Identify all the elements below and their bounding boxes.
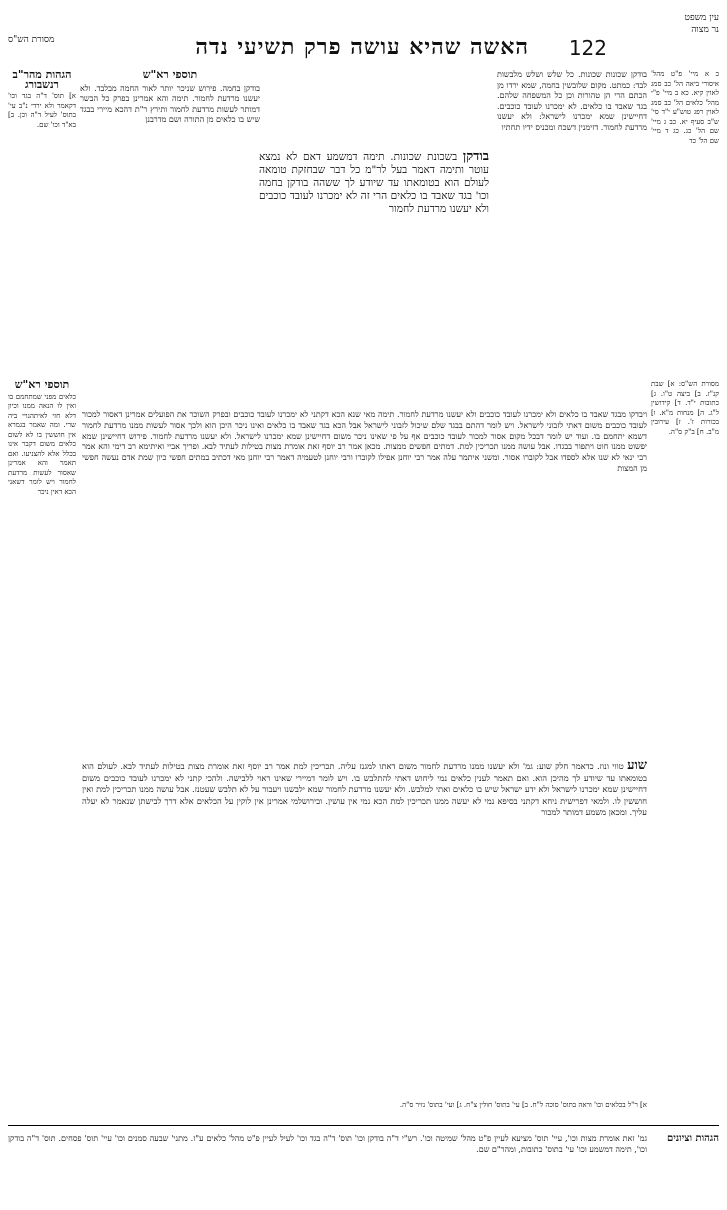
hagahot-text: א] תוס' ד"ה בגד וכו' דקאמר ולא ירדי נ"ב עי' בתוס' לעיל ד"ה וכן. ב] בא"ד וכו' שם. (8, 92, 76, 129)
masoret-column (651, 380, 719, 900)
hagahot-margin-column (8, 70, 76, 370)
lower-lead-word: שוע (627, 760, 647, 773)
header-right-margin-label (649, 12, 719, 36)
tosafot-main-text (82, 410, 647, 750)
footer-divider (8, 1125, 719, 1126)
footnote-text: א] ר"ל בכלאים וכו' וראה בתוס' סוכה ל"ח. ב] עי' בתוס' חולין צ"ח. ג] ועי' בתוס' נזיר ס"ה. (399, 1101, 647, 1109)
tosafot-rosh-column (8, 380, 76, 900)
page-header (8, 10, 719, 70)
tosafot-rosh-label: תוספי רא"ש (14, 380, 70, 391)
rashi-column (497, 70, 647, 410)
footer-body: גמ' זאת אומרת מצות וכו', עיי' תוס' מציעא לעיין פ"ט מהל' שמיטה וכו'. רש"י ד"ה בודקן וכו' תוס' ד"ה בגד וכו' לעיל לעיין פ"ט מהל' כלאים ע"ז. מתני' שבעה סמנים וכו' עיי' תוס' פסחים. תוס' ד"ה בודקן וכו', תימה דמשמע וכו' עי' בתוס' כתובות, ומהר"ם שם. (8, 1134, 647, 1154)
footer-label: הגהות וציונים (666, 1133, 719, 1144)
tosafot-column (80, 70, 260, 370)
page-title: האשה שהיא עושה פרק תשיעי נדה (195, 34, 529, 60)
footnote-line (8, 1100, 647, 1110)
header-ner-mitzvah-label: נר מצוה (691, 25, 719, 35)
tosafot-rosh-text: כלאים מפני שמתחמם בו ואין לו הנאה ממנו וכיון דלא חזי לאיתהנויי ביה שרי. ומה שאמר בגמרא אין חוששין בו לא לשום כלאים משום דקבר אינו בכלל אלא להצניעו. ואם תאמר והא אמרינן שאסור לעשות מרדעת לחמור ויש לומר דשאני הכא דאין ניכר (8, 392, 76, 496)
gemara-lead-word: בודקן (462, 150, 489, 164)
lower-commentary-text: טווי ונוז. כדאמר חלק שוע: גמ' ולא יעשנו ממנו מרדעת לחמור משום דאתו למגנז עליה. תכריכין למת אמר רב יוסף זאת אומרת מצות בטילות לעתיד לבא. לעולם הוא בטומאתו עד שיודע לך מהיכן הוא. ואם תאמר לענין כלאים נמי ליחוש דאתי להתלבש בו. ויש לומר דמיירי שאינו ראוי ללבישה. ולהכי קתני לא ימכרנו לעובד כוכבים משום דחיישינן שמא ימכרנו לישראל ולא ידע ישראל שיש בו כלאים ואתי למלבש. ולא יעשנו מרדעת לחמור שמא ילבשנו ויעבור על לא תלבש שעטנז. אבל עושה ממנו תכריכין למת ואין חוששין לו. ולמאי דפרישית ניחא דקתני בסיפא נמי לא יעשה ממנו תכריכין למת הכא נמי אין עושין. ובירושלמי אמרינן אין לוקין על הכלאים אלא דרך לבישתן שנאמר לא יעלה עליך. ומכאן משמע דמותר למכור (82, 761, 647, 817)
tosafot-label: תוספי רא"ש (142, 70, 198, 81)
gemara-text-block (259, 150, 489, 375)
tosafot-text: בודקן בחמה. פירוש שניכר יותר לאור החמה מבלבד. ולא יעשנו מרדעת לחמור. תימה והא אמרינן בפרק כל הבשר דמותר לעשות מרדעת לחמור ותירץ ר"ת דהכא מיירי בבגד שיש בו כלאים מן התורה ושם מדרבנן (80, 83, 260, 124)
hagahot-label: הגהות מהר"ב רנשבורג (12, 70, 72, 91)
rashi-text: בודקן שכונות שכונות. כל שלש ושלש מלבשות לבד: כמתט. מקום שלובשין בחמה, שמא ירדו מן הכתם הרי הן טהורות וכן כל המשפחה שלהם. בגד שאבד בו כלאים. לא ימכרנו לעובד כוכבים. דחיישינן שמא ימכרנו לישראל: ולא יעשנו מרדעת לחמור. דזימנין דשכח ומכניס ידיו תחתיו (497, 70, 647, 132)
header-masoret-label: מסורת הש"ס (8, 35, 55, 45)
masoret-text: מסורת הש"ס: א] שבת קנ"ז. ב] ביצה ט"ו. ג] כתובות י"ד. ד] קידושין ל"ג. ה] מנחות מ"א. ו] בכורות ז'. ז] עירובין מ"ב. ח] ב"ק ס"ה. (651, 380, 719, 436)
ein-mishpat-text: כ א מיי' פ"ט מהל' איסורי ביאה הל' כב סמג לאוין קיא. כא ב מיי' פ"י מהל' כלאים הל' כב סמג לאוין רפג טוש"ע י"ד סי' ש"ב סעיף יא. כב ג מיי' שם הל' כג. כג ד מיי' שם הל' כד (651, 70, 719, 145)
header-ein-mishpat-label: עין משפט (684, 13, 719, 23)
tosafot-main-body: ויבדקו מבגד שאבד בו כלאים ולא ימכרנו לעובד כוכבים ולא יעשנו מרדעת לחמור. תימה מאי שנא הכא דקתני לא ימכרנו לעובד כוכבים ובפרק השוכר את הפועלים אמרינן דאסור למכור לעובד כוכבים משום דאתי לזבוני לישראל. ויש לומר דהתם בבגד שלם שיכול לזבוני לישראל אבל הכא בגד שאבד בו כלאים ואינו ניכר היכן הוא ולכך אסור לעשות ממנו מרדעת לחמור דשמא יתחמם בו. ועוד יש לומר דבכל מקום אסור למכור לעובד כוכבים אף על פי שאינו ניכר משום דחיישינן שמא ימכרנו לישראל. ולא יעשנו מרדעת לחמור. פירוש דחיישינן שמא יפשוט ממנו חוט ויתפור בבגדו. אבל עושה ממנו תכריכין למת. דמתים חפשים ממצות. מכאן אמר רב יוסף זאת אומרת מצות בטילות לעתיד לבא. ופריך אביי ואיתימא רב דימי והא אמר רבי ינאי לא שנו אלא לספדו אבל לקוברו אסור. ומשני איתמר עלה אמר רבי יוחנן אפילו לקוברו ורבי יוחנן לטעמיה דאמר רבי יוחנן מאי דכתיב במתים חפשי כיון שמת אדם נעשה חפשי מן המצות (82, 410, 647, 473)
ein-mishpat-column (651, 70, 719, 370)
gemara-text: בשכונת שכונות. תימה דמשמע דאם לא נמצא עוטר ותימה דאמר בעל לר"מ כל דבר שבחזקת טומאה לעולם הוא בטומאתו עד שיודע לך ששהה בודקן בחמה וכו' בגד שאבד בו כלאים הרי זה לא ימכרנו לעובד כוכבים ולא יעשנו מרדעת לחמור (259, 151, 489, 215)
lower-commentary-block (82, 760, 647, 1040)
footer-text (8, 1133, 647, 1155)
page-number: 122 (568, 36, 607, 60)
